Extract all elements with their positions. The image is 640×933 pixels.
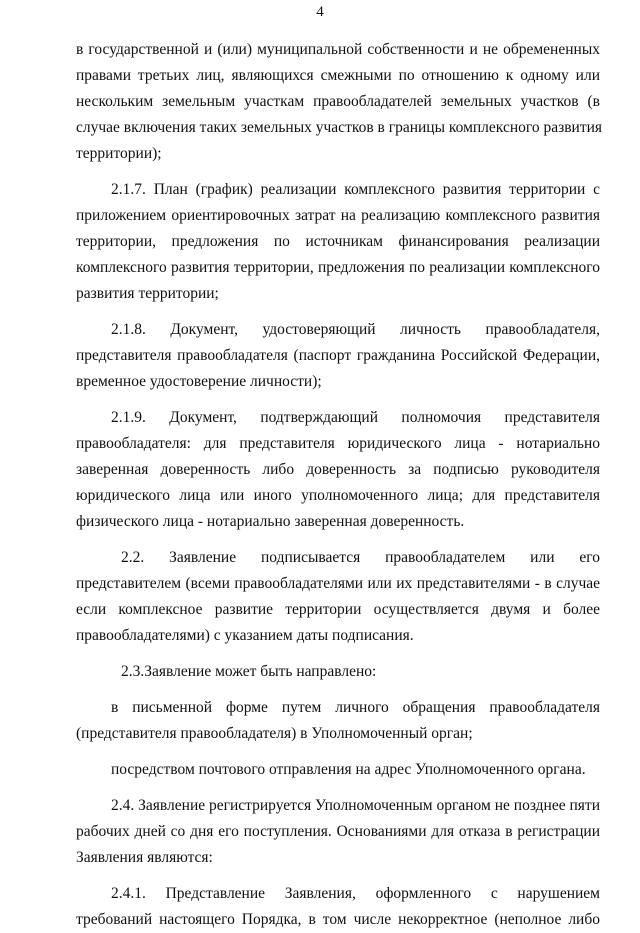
paragraph-written-form	[76, 695, 600, 747]
page-number: 4	[316, 4, 324, 20]
text-line: посредством почтового отправления на адрес Уполномоченного органа.	[111, 761, 586, 778]
text-line: правообладателями) с указанием даты подписания.	[76, 627, 414, 644]
text-line: случае включения таких земельных участков в границы комплексного развития	[76, 119, 603, 136]
text-line: (представителя правообладателя) в Уполномоченный орган;	[76, 725, 473, 742]
text-line: в государственной и (или) муниципальной собственности и не обремененных	[76, 41, 600, 58]
text-line: правами третьих лиц, являющихся смежными по отношению к одному или	[76, 67, 600, 84]
document-body	[76, 37, 603, 933]
text-line: если комплексное развитие территории осуществляется двумя и более	[76, 601, 600, 618]
paragraph-postal	[76, 757, 600, 783]
text-line: в письменной форме путем личного обращения правообладателя	[111, 699, 600, 716]
text-line: заверенная доверенность либо доверенность за подписью руководителя	[76, 461, 600, 478]
text-line: представителем (всеми правообладателями или их представителями - в случае	[76, 575, 600, 592]
text-line: 2.3.Заявление может быть направлено:	[121, 663, 377, 680]
text-line: территории);	[76, 145, 162, 162]
paragraph-2-2	[76, 545, 600, 649]
paragraph-2-4	[76, 793, 600, 871]
text-line: 2.1.7. План (график) реализации комплексного развития территории с	[111, 181, 600, 198]
text-line: рабочих дней со дня его поступления. Основаниями для отказа в регистрации	[76, 823, 600, 840]
paragraph-2-3	[76, 659, 600, 685]
paragraph-2-1-8	[76, 317, 600, 395]
text-line: 2.4. Заявление регистрируется Уполномоченным органом не позднее пяти	[111, 797, 600, 814]
paragraph-2-4-1	[76, 881, 600, 933]
text-line: 2.2. Заявление подписывается правообладателем или его	[121, 549, 600, 566]
text-line: развития территории;	[76, 285, 219, 302]
paragraph-2-1-7	[76, 177, 600, 307]
paragraph-2-1-9	[76, 405, 600, 535]
text-line: Заявления являются:	[76, 849, 213, 866]
text-line: 2.1.8. Документ, удостоверяющий личность правообладателя,	[111, 321, 600, 338]
text-line: требований настоящего Порядка, в том числе некорректное (неполное либо	[76, 911, 600, 928]
text-line: юридического лица или иного уполномоченного лица; для представителя	[76, 487, 600, 504]
text-line: временное удостоверение личности);	[76, 373, 322, 390]
text-line: правообладателя: для представителя юридического лица - нотариально	[76, 435, 600, 452]
text-line: 2.1.9. Документ, подтверждающий полномочия представителя	[111, 409, 600, 426]
text-line: нескольким земельным участкам правообладателей земельных участков (в	[76, 93, 600, 110]
paragraph-land-plots-continuation	[76, 37, 603, 167]
text-line: комплексного развития территории, предложения по реализации комплексного	[76, 259, 600, 276]
text-line: 2.4.1. Представление Заявления, оформленного с нарушением	[111, 885, 600, 902]
text-line: представителя правообладателя (паспорт гражданина Российской Федерации,	[76, 347, 600, 364]
text-line: физического лица - нотариально заверенная доверенность.	[76, 513, 465, 530]
text-line: территории, предложения по источникам финансирования реализации	[76, 233, 600, 250]
text-line: приложением ориентировочных затрат на реализацию комплексного развития	[76, 207, 600, 224]
